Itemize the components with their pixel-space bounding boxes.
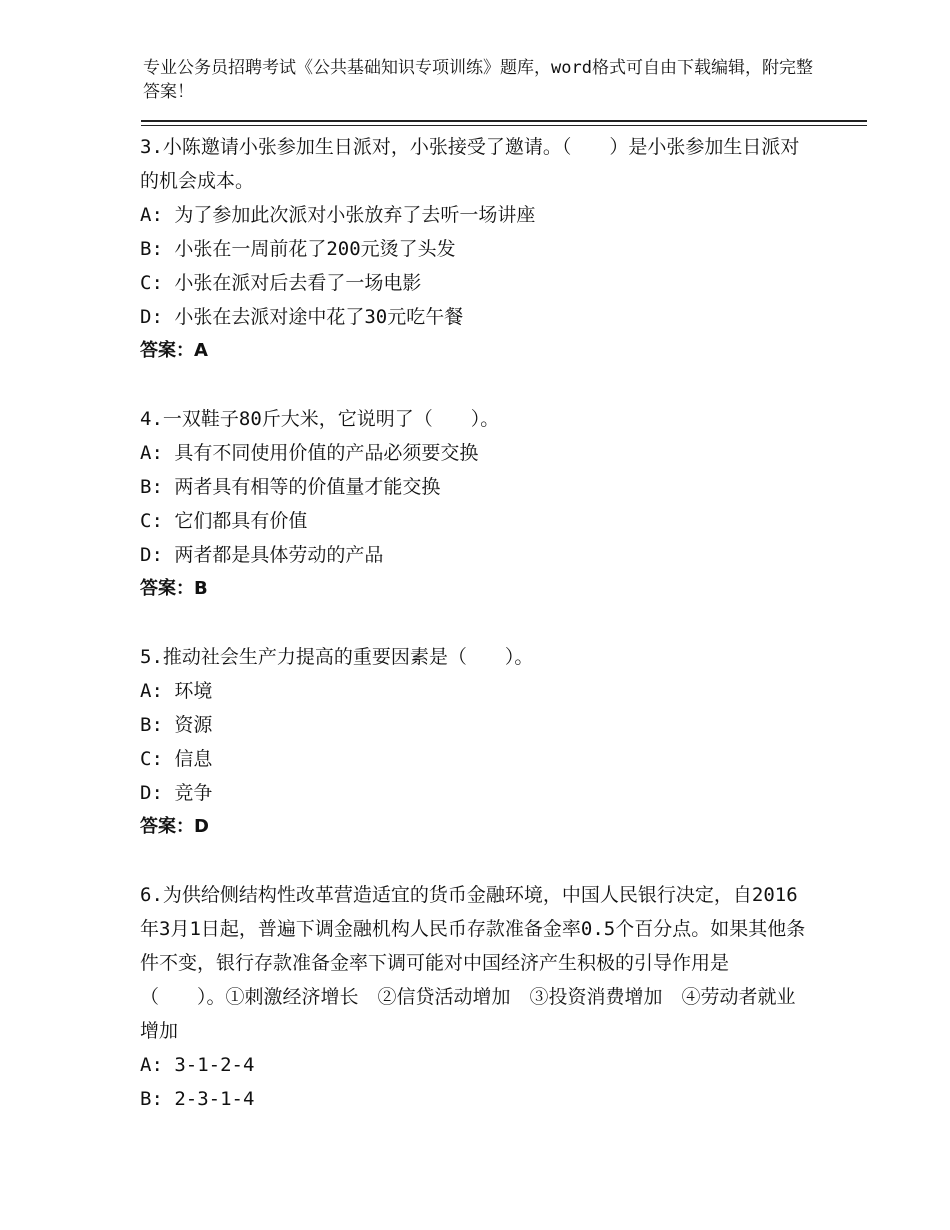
option-d: D: 竞争 [140, 782, 213, 804]
question-stem: 6.为供给侧结构性改革营造适宜的货币金融环境，中国人民银行决定，自2016年3月1日起，普遍下调金融机构人民币存款准备金率0.5个百分点。如果其他条件不变，银行存款准备金率下调可能对中国经济产生积极的引导作用是（ ）。①刺激经济增长 ②信贷活动增加 ③投资消费增加 ④劳动者就业增加 [140, 884, 806, 1042]
option-b: B: 2-3-1-4 [140, 1088, 255, 1110]
question-stem: 4.一双鞋子80斤大米，它说明了（ ）。 [140, 408, 500, 430]
header-rule-thick [141, 120, 867, 122]
answer-label: 答案：A [140, 340, 208, 361]
question-3 [140, 130, 830, 368]
spacer [140, 606, 830, 640]
answer-label: 答案：B [140, 578, 208, 599]
option-b: B: 资源 [140, 714, 213, 736]
question-list [140, 130, 830, 1116]
option-b: B: 两者具有相等的价值量才能交换 [140, 476, 441, 498]
question-4 [140, 402, 830, 606]
option-d: D: 两者都是具体劳动的产品 [140, 544, 384, 566]
option-a: A: 具有不同使用价值的产品必须要交换 [140, 442, 479, 464]
spacer [140, 368, 830, 402]
question-6 [140, 878, 830, 1116]
option-c: C: 它们都具有价值 [140, 510, 308, 532]
option-a: A: 为了参加此次派对小张放弃了去听一场讲座 [140, 204, 536, 226]
spacer [140, 844, 830, 878]
option-a: A: 环境 [140, 680, 213, 702]
option-c: C: 小张在派对后去看了一场电影 [140, 272, 422, 294]
option-b: B: 小张在一周前花了200元烫了头发 [140, 238, 456, 260]
header-rule-thin [141, 125, 867, 126]
option-a: A: 3-1-2-4 [140, 1054, 255, 1076]
question-5 [140, 640, 830, 844]
document-header: 专业公务员招聘考试《公共基础知识专项训练》题库，word格式可自由下载编辑，附完整答案！ [143, 58, 813, 102]
option-c: C: 信息 [140, 748, 213, 770]
question-stem: 3.小陈邀请小张参加生日派对，小张接受了邀请。（ ）是小张参加生日派对的机会成本。 [140, 136, 800, 192]
option-d: D: 小张在去派对途中花了30元吃午餐 [140, 306, 464, 328]
question-stem: 5.推动社会生产力提高的重要因素是（ ）。 [140, 646, 534, 668]
answer-label: 答案：D [140, 816, 209, 837]
